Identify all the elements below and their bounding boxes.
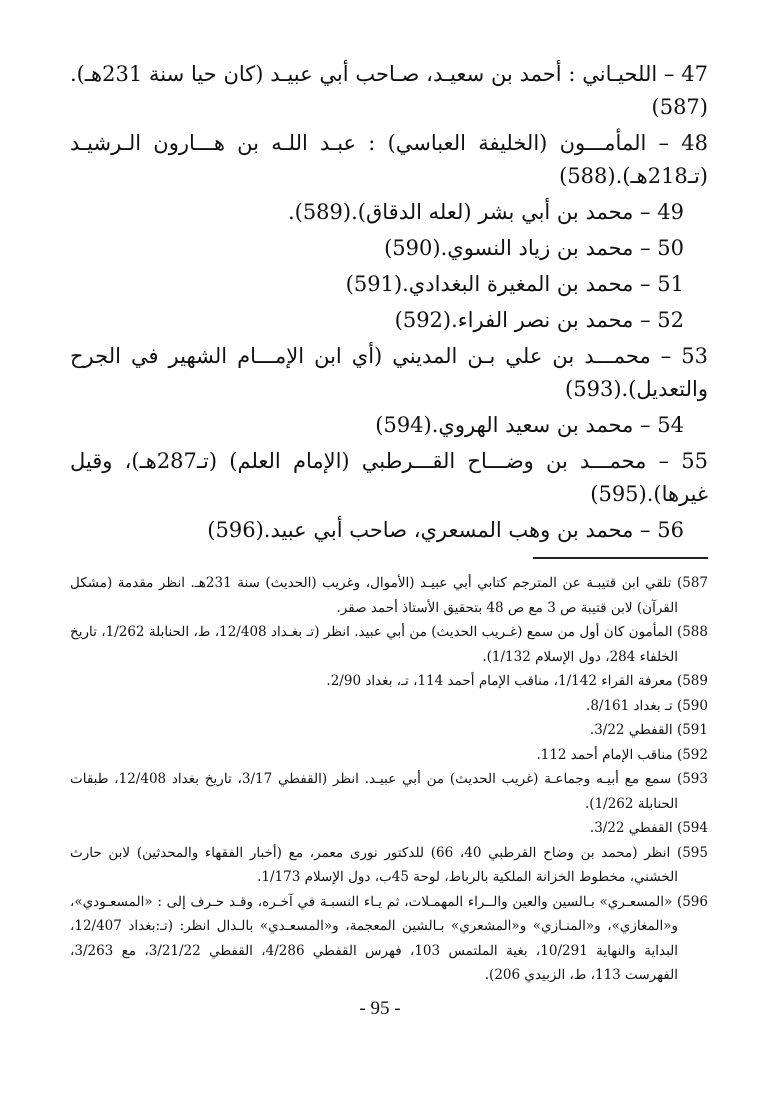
list-item: 53 – محمـــد بن علي بـن المديني (أي ابن الإمـــام الشهير في الجرح والتعديل).(593) bbox=[70, 344, 708, 401]
list-item: 54 – محمد بن سعيد الهروي.(594) bbox=[375, 413, 684, 437]
footnote-item: 596) «المسعـري» بـالسين والعين والــراء المهمـلات، ثم يـاء النسبـة في آخـره، وقـد حـرف إلى : «المسعـودي»، و«المغازي»، و«المنـازي» و«المشعري» بـالشين المعجمة، و«المسعـدي» بالـدال انظر: (تـ:بغداد 12/407، البداية والنهاية 10/291، بغية الملتمس 103، فهرس القفطي 4/286، القفطي 3/21/22، مع 3/263، الفهرست 113، ط، الزبيدي 206). bbox=[70, 893, 708, 983]
list-item: 48 – المأمـــون (الخليفة العباسي) : عبـد اللـه بن هـــارون الـرشيـد (تـ218هـ).(588) bbox=[70, 131, 708, 188]
page-number: - 95 - bbox=[359, 998, 401, 1019]
footnote-divider bbox=[533, 557, 708, 559]
narrator-list bbox=[70, 58, 708, 547]
footnote-item: 587) تلقي ابن قتيبـة عن المترجم كتابي أبي عبيـد (الأموال، وغريب (الحديث) سنة 231هـ. انظر مقدمة (مشكل القرآن) لابن قتيبة ص 3 مع ص 48 بتحقيق الأستاذ أحمد صقر. bbox=[70, 575, 709, 616]
footnote-item: 595) انظر (محمد بن وضاح القرطبي 40، 66) للدكتور نورى معمر، مع (أخبار الفقهاء والمحدثين) لابن حارث الخشني، مخطوط الخزانة الملكية بالرباط، لوحة 45ب، دول الإسلام 1/173. bbox=[70, 844, 708, 885]
footnote-item: 593) سمع مع أبيـه وجماعـة (غريب الحديث) من أبي عبيـد. انظر (القفطي 3/17، تاريخ بغداد 12/408، طبقات الحنابلة 1/262). bbox=[70, 771, 708, 812]
list-item: 51 – محمد بن المغيرة البغدادي.(591) bbox=[345, 272, 684, 296]
footnote-item: 591) القفطي 3/22. bbox=[589, 722, 708, 738]
footnote-item: 589) معرفة القراء 1/142، مناقب الإمام أحمد 114، تـ، بغداد 2/90. bbox=[326, 673, 708, 689]
list-item: 50 – محمد بن زياد النسوي.(590) bbox=[384, 236, 684, 260]
footnote-item: 592) مناقب الإمام أحمد 112. bbox=[536, 746, 708, 763]
footnote-item: 590) تـ بغداد 8/161. bbox=[586, 697, 708, 714]
list-item: 49 – محمد بن أبي بشر (لعله الدقاق).(589). bbox=[287, 200, 684, 224]
footnote-item: 594) القفطي 3/22. bbox=[589, 820, 708, 836]
list-item: 52 – محمد بن نصر الفراء.(592) bbox=[394, 308, 684, 332]
footnote-item: 588) المأمون كان أول من سمع (غـريب الحديث) من أبي عبيد. انظر (تـ بغـداد 12/408، ط، الحنابلة 1/262، تاريخ الخلفاء 284، دول الإسلام 1/132). bbox=[70, 624, 708, 665]
list-item: 55 – محمـــد بن وضـــاح القـــرطبي (الإمام العلم) (تـ287هـ)، وقيل غيرها).(595) bbox=[70, 449, 709, 506]
footnotes bbox=[70, 571, 708, 988]
list-item: 47 – اللحيـاني : أحمد بن سعيـد، صـاحب أبي عبيـد (كان حيا سنة 231هـ).(587) bbox=[70, 62, 708, 119]
list-item: 56 – محمد بن وهب المسعري، صاحب أبي عبيد.(596) bbox=[207, 518, 684, 542]
